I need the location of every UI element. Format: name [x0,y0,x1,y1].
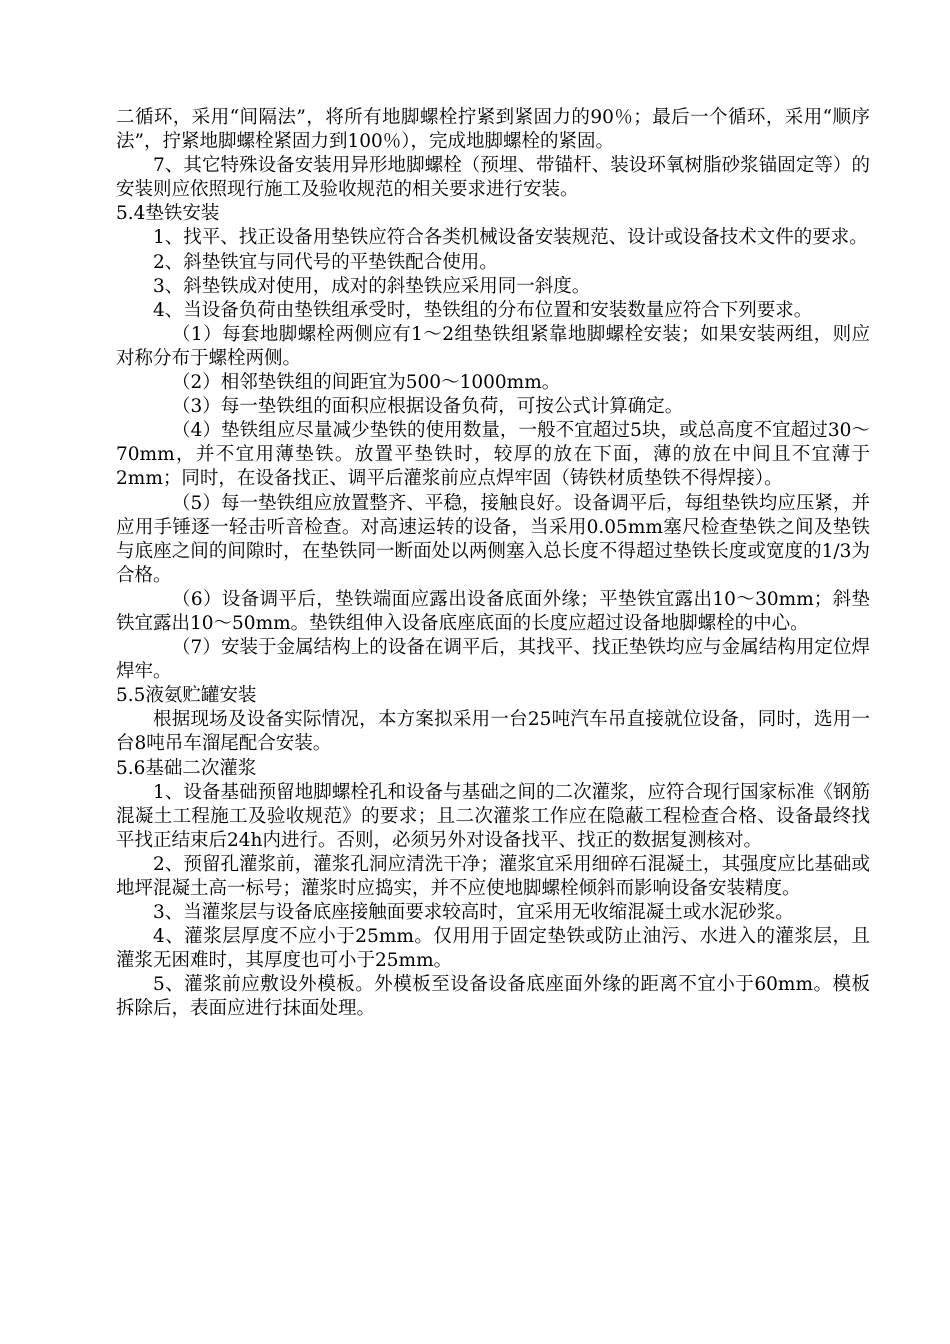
paragraph-subitem-3: （3）每一垫铁组的面积应根据设备负荷，可按公式计算确定。 [172,396,684,418]
paragraph-item-3: 3、斜垫铁成对使用，成对的斜垫铁应采用同一斜度。 [153,275,591,297]
paragraph-continuation: 二循环，采用“间隔法”，将所有地脚螺栓拧紧到紧固力的90％；最后一个循环，采用“顺序法”，拧紧地脚螺栓紧固力到100％），完成地脚螺栓的紧固。 [116,107,870,153]
paragraph-tank-install: 根据现场及设备实际情况，本方案拟采用一台25吨汽车吊直接就位设备，同时，选用一台8吨吊车溜尾配合安装。 [116,709,870,755]
paragraph-subitem-7: （7）安装于金属结构上的设备在调平后，其找平、找正垫铁均应与金属结构用定位焊焊牢。 [116,637,870,683]
paragraph-subitem-1: （1）每套地脚螺栓两侧应有1～2组垫铁组紧靠地脚螺栓安装；如果安装两组，则应对称分布于螺栓两侧。 [116,323,870,369]
paragraph-subitem-5: （5）每一垫铁组应放置整齐、平稳，接触良好。设备调平后，每组垫铁均应压紧，并应用手锤逐一轻击听音检查。对高速运转的设备，当采用0.05mm塞尺检查垫铁之间及垫铁与底座之间的间隙时，在垫铁同一断面处以两侧塞入总长度不得超过垫铁长度或宽度的1/3为合格。 [116,492,870,586]
paragraph-grout-1: 1、设备基础预留地脚螺栓孔和设备与基础之间的二次灌浆，应符合现行国家标准《钢筋混凝土工程施工及验收规范》的要求；且二次灌浆工作应在隐蔽工程检查合格、设备最终找平找正结束后24h内进行。否则，必须另外对设备找平、找正的数据复测核对。 [116,781,870,851]
paragraph-item-4: 4、当设备负荷由垫铁组承受时，垫铁组的分布位置和安装数量应符合下列要求。 [153,299,813,321]
section-heading-5-5: 5.5液氨贮罐安装 [116,685,257,707]
section-heading-5-4: 5.4垫铁安装 [116,203,220,225]
paragraph-grout-2: 2、预留孔灌浆前，灌浆孔洞应清洗干净；灌浆宜采用细碎石混凝土，其强度应比基础或地坪混凝土高一标号；灌浆时应捣实，并不应使地脚螺栓倾斜而影响设备安装精度。 [116,853,870,899]
paragraph-grout-4: 4、灌浆层厚度不应小于25mm。仅用用于固定垫铁或防止油污、水进入的灌浆层，且灌浆无困难时，其厚度也可小于25mm。 [116,926,870,972]
paragraph-subitem-4: （4）垫铁组应尽量减少垫铁的使用数量，一般不宜超过5块，或总高度不宜超过30～70mm，并不宜用薄垫铁。放置平垫铁时，较厚的放在下面，薄的放在中间且不宜薄于2mm；同时，在设备找正、调平后灌浆前应点焊牢固（铸铁材质垫铁不得焊接）。 [116,420,870,490]
paragraph-subitem-6: （6）设备调平后，垫铁端面应露出设备底面外缘；平垫铁宜露出10～30mm；斜垫铁宜露出10～50mm。垫铁组伸入设备底座底面的长度应超过设备地脚螺栓的中心。 [116,588,870,634]
paragraph-item-2: 2、斜垫铁宜与同代号的平垫铁配合使用。 [153,251,498,273]
paragraph-subitem-2: （2）相邻垫铁组的间距宜为500～1000mm。 [172,372,561,394]
paragraph-item-1: 1、找平、找正设备用垫铁应符合各类机械设备安装规范、设计或设备技术文件的要求。 [153,227,868,249]
paragraph-item-7: 7、其它特殊设备安装用异形地脚螺栓（预埋、带锚杆、装设环氧树脂砂浆锚固定等）的安装则应依照现行施工及验收规范的相关要求进行安装。 [116,155,870,201]
document-page [116,106,870,1022]
section-heading-5-6: 5.6基础二次灌浆 [116,757,257,779]
paragraph-grout-5: 5、灌浆前应敷设外模板。外模板至设备设备底座面外缘的距离不宜小于60mm。模板拆除后，表面应进行抹面处理。 [116,974,870,1020]
paragraph-grout-3: 3、当灌浆层与设备底座接触面要求较高时，宜采用无收缩混凝土或水泥砂浆。 [153,902,794,924]
